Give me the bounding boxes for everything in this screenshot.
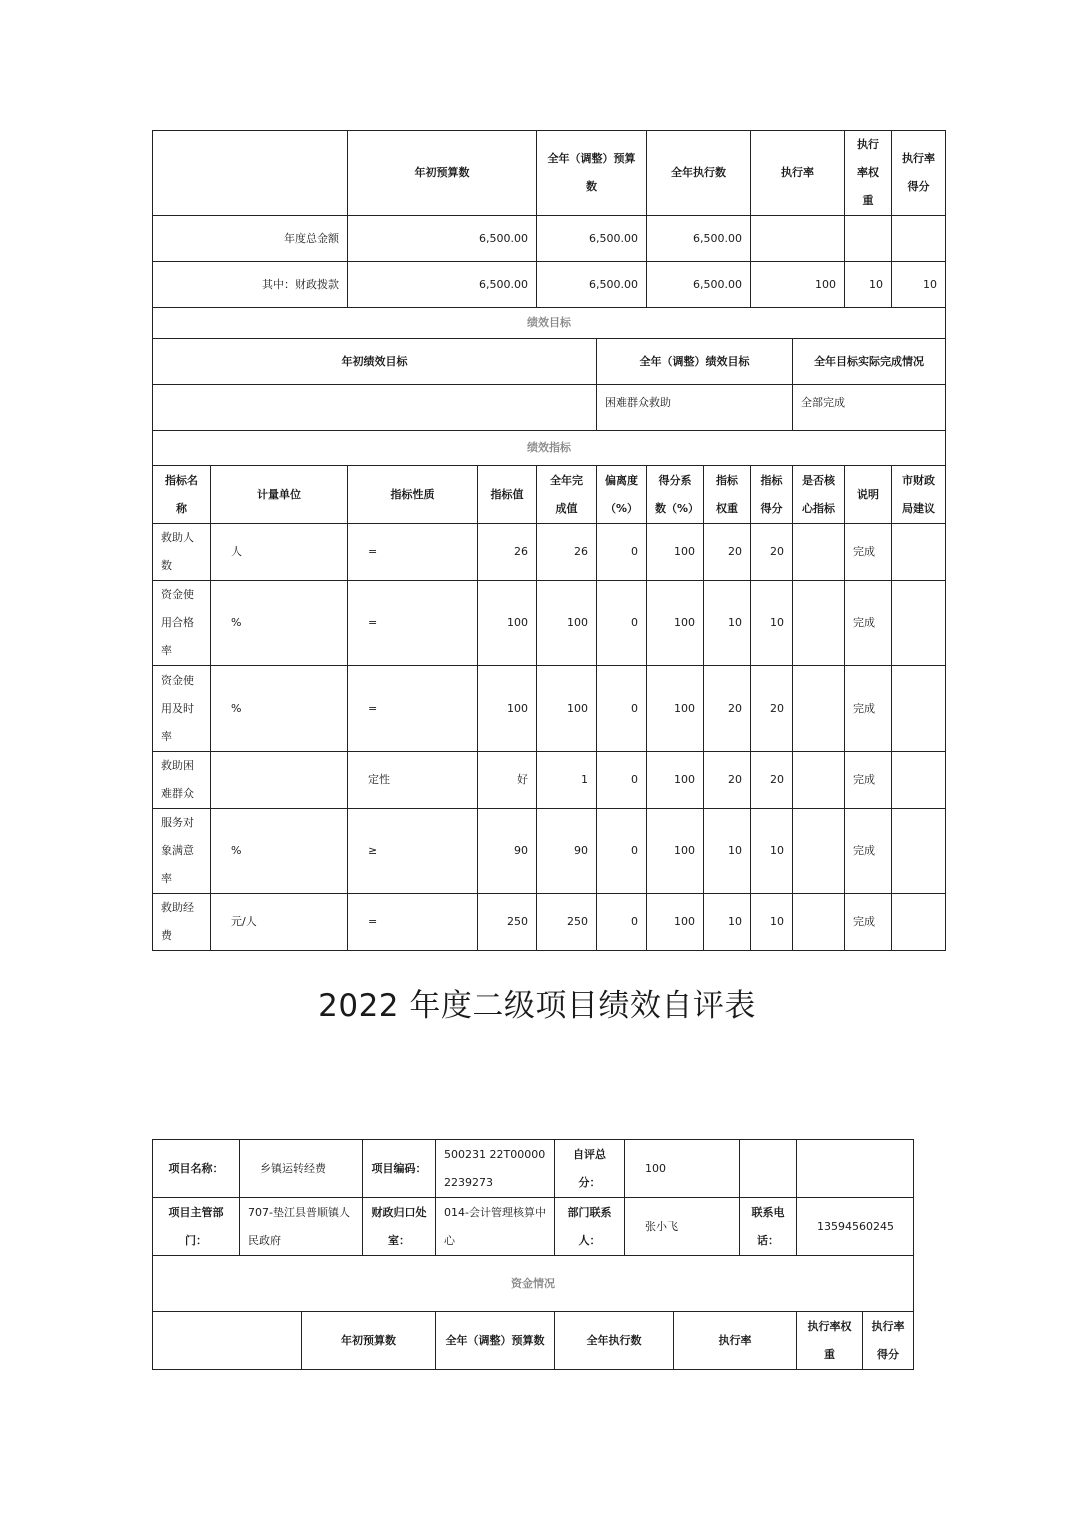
indicator-core — [793, 752, 845, 809]
project-info-row-2 — [153, 1198, 914, 1256]
indicator-nature: ≥ — [348, 809, 478, 894]
budget-initial-value: 6,500.00 — [348, 216, 537, 262]
indicator-unit: 元/人 — [211, 894, 348, 951]
contact-label: 部门联系人： — [555, 1198, 625, 1256]
budget-row-label: 年度总金额 — [153, 216, 348, 262]
exec-score-header: 执行率得分 — [863, 1312, 914, 1370]
indicator-value: 100 — [478, 666, 537, 752]
contact-value: 张小飞 — [625, 1198, 740, 1256]
self-score-value: 100 — [625, 1140, 740, 1198]
indicator-deviation-header: 偏离度（%） — [597, 466, 647, 524]
indicator-deviation: 0 — [597, 524, 647, 581]
indicator-suggestion — [892, 524, 946, 581]
initial-budget-header: 年初预算数 — [302, 1312, 436, 1370]
adjusted-goal-value: 困难群众救助 — [597, 385, 793, 431]
finance-office-label: 财政归口处室： — [363, 1198, 436, 1256]
indicator-suggestion-header: 市财政局建议 — [892, 466, 946, 524]
indicator-core — [793, 809, 845, 894]
budget-weight-value: 10 — [845, 262, 892, 308]
dept-label: 项目主管部门： — [153, 1198, 240, 1256]
perf-goal-section-title: 绩效目标 — [153, 308, 946, 339]
self-score-label: 自评总分： — [555, 1140, 625, 1198]
indicator-score-header: 指标得分 — [751, 466, 793, 524]
indicator-deviation: 0 — [597, 809, 647, 894]
project-code-label: 项目编码： — [363, 1140, 436, 1198]
funds-header-row — [153, 1312, 914, 1370]
indicator-name: 服务对象满意率 — [153, 809, 211, 894]
goal-value-row — [153, 385, 946, 431]
indicator-suggestion — [892, 894, 946, 951]
empty-cell — [740, 1140, 797, 1198]
indicator-coef: 100 — [647, 524, 704, 581]
actual-completion-value: 全部完成 — [793, 385, 946, 431]
indicator-row — [153, 752, 946, 809]
indicator-completed-header: 全年完成值 — [537, 466, 597, 524]
indicator-completed: 26 — [537, 524, 597, 581]
indicator-nature: = — [348, 524, 478, 581]
indicator-row — [153, 581, 946, 666]
indicator-value-header: 指标值 — [478, 466, 537, 524]
indicator-suggestion — [892, 809, 946, 894]
budget-executed-value: 6,500.00 — [647, 262, 751, 308]
indicator-row — [153, 894, 946, 951]
indicator-unit-header: 计量单位 — [211, 466, 348, 524]
initial-goal-value — [153, 385, 597, 431]
indicator-header-row — [153, 466, 946, 524]
indicator-note: 完成 — [845, 666, 892, 752]
indicator-note-header: 说明 — [845, 466, 892, 524]
indicator-value: 好 — [478, 752, 537, 809]
indicator-note: 完成 — [845, 809, 892, 894]
indicator-name: 救助经费 — [153, 894, 211, 951]
indicator-nature: 定性 — [348, 752, 478, 809]
indicator-suggestion — [892, 666, 946, 752]
funds-header-empty — [153, 1312, 302, 1370]
indicator-name: 资金使用合格率 — [153, 581, 211, 666]
indicator-note: 完成 — [845, 894, 892, 951]
indicator-nature-header: 指标性质 — [348, 466, 478, 524]
adjusted-goal-header: 全年（调整）绩效目标 — [597, 339, 793, 385]
phone-value: 13594560245 — [797, 1198, 914, 1256]
indicator-nature: = — [348, 894, 478, 951]
performance-table-continued — [152, 130, 946, 951]
budget-row-total — [153, 216, 946, 262]
budget-rate-value — [751, 216, 845, 262]
funds-section-title: 资金情况 — [153, 1256, 914, 1312]
exec-weight-header: 执行率权重 — [797, 1312, 863, 1370]
funds-section-row — [153, 1256, 914, 1312]
indicator-core — [793, 894, 845, 951]
indicator-suggestion — [892, 581, 946, 666]
indicator-score: 20 — [751, 524, 793, 581]
budget-initial-value: 6,500.00 — [348, 262, 537, 308]
indicator-note: 完成 — [845, 524, 892, 581]
executed-header: 全年执行数 — [555, 1312, 674, 1370]
indicator-score: 10 — [751, 581, 793, 666]
finance-office-value: 014-会计管理核算中心 — [436, 1198, 555, 1256]
initial-goal-header: 年初绩效目标 — [153, 339, 597, 385]
indicator-completed: 90 — [537, 809, 597, 894]
indicator-deviation: 0 — [597, 894, 647, 951]
indicator-value: 100 — [478, 581, 537, 666]
indicator-note: 完成 — [845, 752, 892, 809]
indicator-unit: 人 — [211, 524, 348, 581]
project-self-evaluation-table — [152, 1139, 914, 1370]
indicator-weight-header: 指标权重 — [704, 466, 751, 524]
goal-header-row — [153, 339, 946, 385]
budget-header-empty — [153, 131, 348, 216]
indicator-coef: 100 — [647, 894, 704, 951]
project-name-value: 乡镇运转经费 — [240, 1140, 363, 1198]
budget-header-row — [153, 131, 946, 216]
executed-header: 全年执行数 — [647, 131, 751, 216]
budget-row-label: 其中：财政拨款 — [153, 262, 348, 308]
indicator-weight: 10 — [704, 894, 751, 951]
indicator-deviation: 0 — [597, 752, 647, 809]
budget-row-fiscal — [153, 262, 946, 308]
adjusted-budget-header: 全年（调整）预算数 — [436, 1312, 555, 1370]
indicator-core — [793, 666, 845, 752]
indicator-section-title: 绩效指标 — [153, 431, 946, 466]
indicator-weight: 10 — [704, 581, 751, 666]
exec-rate-header: 执行率 — [674, 1312, 797, 1370]
budget-score-value: 10 — [892, 262, 946, 308]
indicator-nature: = — [348, 581, 478, 666]
indicator-score: 10 — [751, 809, 793, 894]
indicator-name: 救助人数 — [153, 524, 211, 581]
phone-label: 联系电话： — [740, 1198, 797, 1256]
indicator-weight: 20 — [704, 752, 751, 809]
indicator-core — [793, 581, 845, 666]
indicator-name-header: 指标名称 — [153, 466, 211, 524]
indicator-row — [153, 809, 946, 894]
indicator-unit: % — [211, 666, 348, 752]
indicator-coef-header: 得分系数（%） — [647, 466, 704, 524]
indicator-weight: 20 — [704, 524, 751, 581]
indicator-unit: % — [211, 809, 348, 894]
indicator-deviation: 0 — [597, 581, 647, 666]
exec-rate-header: 执行率 — [751, 131, 845, 216]
project-name-label: 项目名称： — [153, 1140, 240, 1198]
page-title: 2022 年度二级项目绩效自评表 — [318, 988, 756, 1024]
budget-adjusted-value: 6,500.00 — [537, 262, 647, 308]
indicator-coef: 100 — [647, 581, 704, 666]
indicator-value: 250 — [478, 894, 537, 951]
indicator-value: 26 — [478, 524, 537, 581]
indicator-deviation: 0 — [597, 666, 647, 752]
perf-goal-section-row — [153, 308, 946, 339]
dept-value: 707-垫江县普顺镇人民政府 — [240, 1198, 363, 1256]
indicator-row — [153, 666, 946, 752]
indicator-core — [793, 524, 845, 581]
adjusted-budget-header: 全年（调整）预算数 — [537, 131, 647, 216]
budget-score-value — [892, 216, 946, 262]
indicator-score: 20 — [751, 666, 793, 752]
indicator-unit — [211, 752, 348, 809]
exec-weight-header: 执行率权重 — [845, 131, 892, 216]
actual-completion-header: 全年目标实际完成情况 — [793, 339, 946, 385]
initial-budget-header: 年初预算数 — [348, 131, 537, 216]
indicator-coef: 100 — [647, 666, 704, 752]
project-info-row-1 — [153, 1140, 914, 1198]
budget-rate-value: 100 — [751, 262, 845, 308]
indicator-coef: 100 — [647, 752, 704, 809]
empty-cell — [797, 1140, 914, 1198]
indicator-core-header: 是否核心指标 — [793, 466, 845, 524]
indicator-coef: 100 — [647, 809, 704, 894]
exec-score-header: 执行率得分 — [892, 131, 946, 216]
indicator-completed: 1 — [537, 752, 597, 809]
indicator-suggestion — [892, 752, 946, 809]
indicator-value: 90 — [478, 809, 537, 894]
indicator-row — [153, 524, 946, 581]
budget-weight-value — [845, 216, 892, 262]
indicator-nature: = — [348, 666, 478, 752]
indicator-completed: 250 — [537, 894, 597, 951]
budget-executed-value: 6,500.00 — [647, 216, 751, 262]
indicator-weight: 20 — [704, 666, 751, 752]
indicator-completed: 100 — [537, 581, 597, 666]
indicator-score: 20 — [751, 752, 793, 809]
indicator-name: 资金使用及时率 — [153, 666, 211, 752]
indicator-completed: 100 — [537, 666, 597, 752]
indicator-section-row — [153, 431, 946, 466]
budget-adjusted-value: 6,500.00 — [537, 216, 647, 262]
indicator-weight: 10 — [704, 809, 751, 894]
indicator-note: 完成 — [845, 581, 892, 666]
project-code-value: 500231 22T000002239273 — [436, 1140, 555, 1198]
indicator-name: 救助困难群众 — [153, 752, 211, 809]
indicator-unit: % — [211, 581, 348, 666]
indicator-score: 10 — [751, 894, 793, 951]
